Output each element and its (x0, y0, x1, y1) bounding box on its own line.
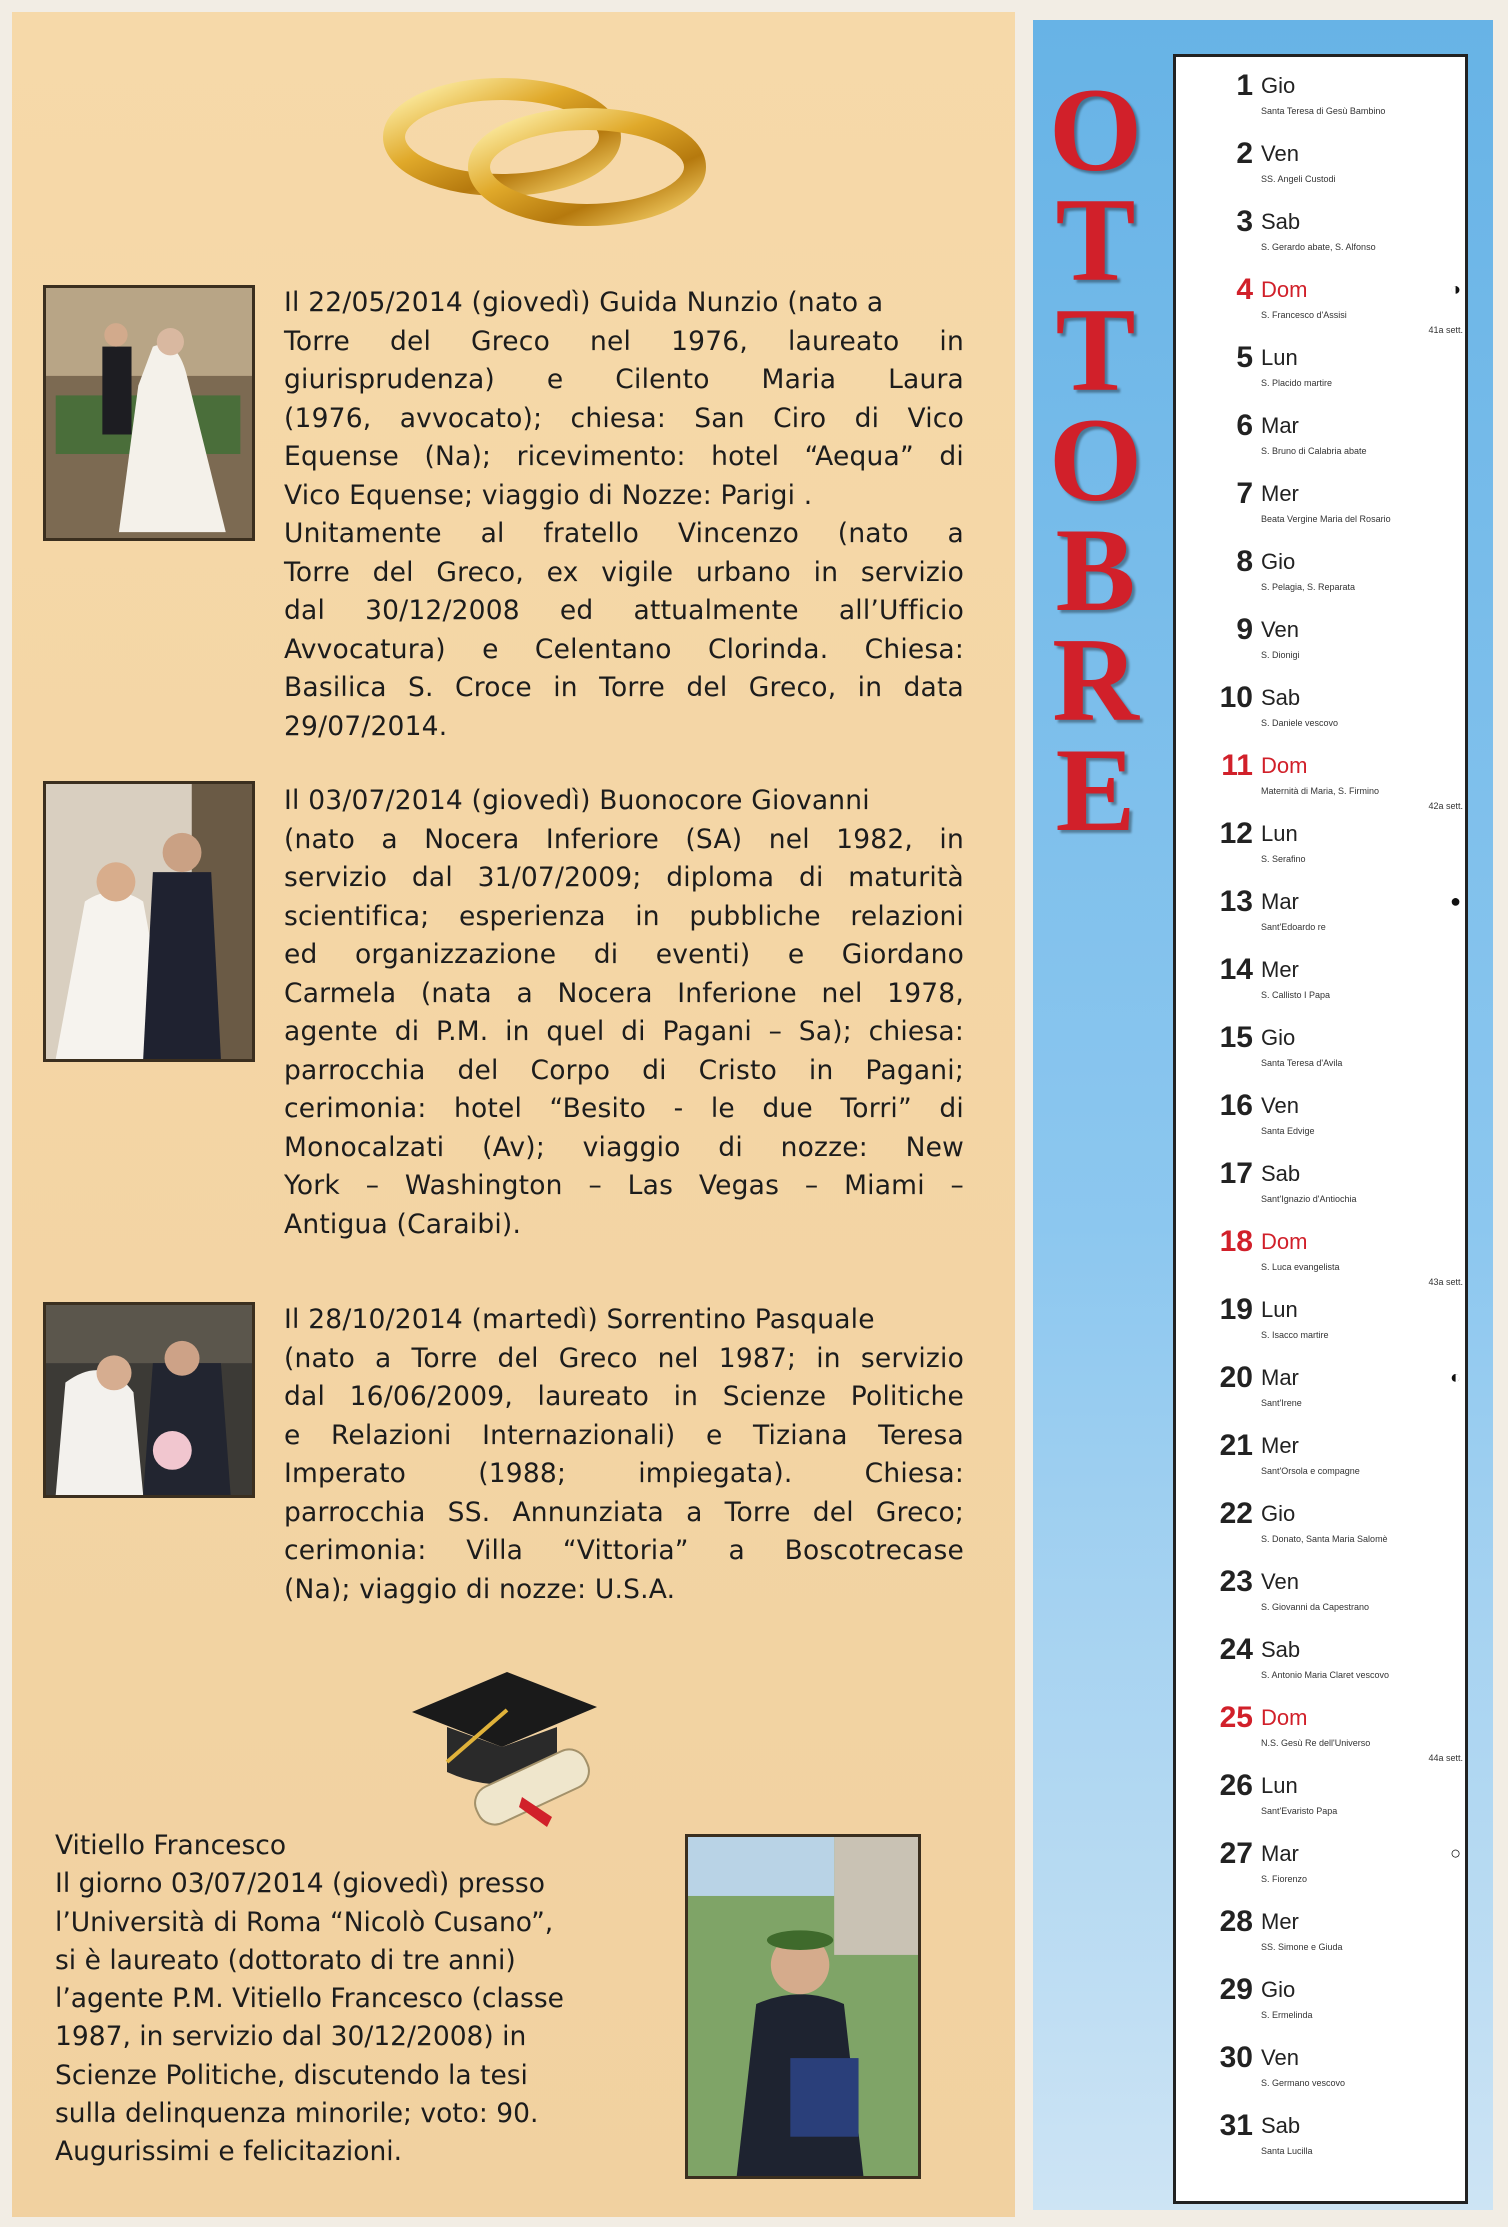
weekday: Dom (1261, 1705, 1308, 1730)
weekday: Mar (1261, 1365, 1299, 1390)
saint-name: Sant'Ignazio d'Antiochia (1261, 1194, 1357, 1204)
calendar-day (1176, 1829, 1465, 1897)
weekday: Mar (1261, 889, 1299, 914)
weekday: Gio (1261, 73, 1296, 98)
graduation-line: l’Università di Roma “Nicolò Cusano”, (55, 1906, 554, 1938)
article-line: Torre del Greco, ex vigile urbano in servizio (284, 556, 964, 588)
wedding-photo-2 (43, 781, 255, 1062)
saint-name: Sant'Edoardo re (1261, 922, 1326, 932)
saint-name: S. Germano vescovo (1261, 2078, 1346, 2088)
wedding-photo-3 (43, 1302, 255, 1498)
article-line: Carmela (nata a Nocera Inferione nel 1978, (284, 977, 964, 1009)
article-line: servizio dal 31/07/2009; diploma di maturità (284, 862, 964, 893)
day-number: 25 (1219, 1701, 1253, 1734)
weekday: Mer (1261, 957, 1299, 982)
day-number: 23 (1219, 1565, 1253, 1598)
article-line: (1976, avvocato); chiesa: San Ciro di Vico (284, 402, 964, 434)
wedding-rings-icon (382, 62, 712, 232)
calendar-day (1176, 809, 1465, 877)
article-line: Avvocatura) e Celentano Clorinda. Chiesa: (284, 633, 964, 665)
article-line: Basilica S. Croce in Torre del Greco, in data (284, 672, 964, 703)
article-line: Il 22/05/2014 (giovedì) Guida Nunzio (nato a (284, 287, 884, 318)
weekday: Lun (1261, 1297, 1298, 1322)
saint-name: Santa Edvige (1261, 1126, 1315, 1136)
article-line: giurisprudenza) e Cilento Maria Laura (284, 364, 964, 395)
calendar-day (1176, 1625, 1465, 1693)
calendar-days (1173, 54, 1468, 2204)
day-number: 24 (1219, 1633, 1253, 1666)
month-letter: O (1048, 63, 1143, 196)
weekday: Lun (1261, 821, 1298, 846)
day-number: 3 (1236, 205, 1253, 238)
saint-name: S. Francesco d'Assisi (1261, 310, 1347, 320)
article-line: agente di P.M. in quel di Pagani – Sa); chiesa: (284, 1016, 964, 1047)
weekday: Sab (1261, 1161, 1301, 1186)
wedding-article-2 (284, 782, 964, 1244)
weekday: Mar (1261, 1841, 1299, 1866)
weekday: Sab (1261, 1637, 1301, 1662)
day-number: 5 (1236, 341, 1253, 374)
graduation-line: sulla delinquenza minorile; voto: 90. (55, 2098, 539, 2130)
day-number: 20 (1219, 1361, 1253, 1394)
weekday: Ven (1261, 1093, 1299, 1118)
article-line: (nato a Torre del Greco nel 1987; in servizio (284, 1342, 964, 1374)
day-number: 13 (1219, 885, 1253, 918)
article-line: scientifica; esperienza in pubbliche relazioni (284, 900, 964, 932)
calendar-day (1176, 61, 1465, 129)
calendar-day (1176, 401, 1465, 469)
month-title (1033, 63, 1158, 856)
calendar-day (1176, 1217, 1465, 1285)
week-number: 41a sett. (1428, 325, 1463, 335)
day-number: 21 (1219, 1429, 1253, 1462)
month-letter: B (1055, 503, 1136, 636)
month-letter: R (1052, 613, 1139, 746)
day-number: 26 (1219, 1769, 1253, 1802)
calendar-day (1176, 1489, 1465, 1557)
saint-name: S. Ermelinda (1261, 2010, 1313, 2020)
weekday: Lun (1261, 1773, 1298, 1798)
calendar-day (1176, 945, 1465, 1013)
weekday: Dom (1261, 753, 1308, 778)
day-number: 1 (1236, 69, 1253, 102)
moon-phase-icon: ◐ (1450, 1367, 1461, 1387)
calendar-panel (1033, 20, 1493, 2210)
saint-name: S. Pelagia, S. Reparata (1261, 582, 1356, 592)
moon-phase-icon: ○ (1450, 1843, 1461, 1863)
weekday: Mer (1261, 1909, 1299, 1934)
weekday: Gio (1261, 549, 1296, 574)
day-number: 4 (1236, 273, 1253, 306)
day-number: 7 (1236, 477, 1253, 510)
day-number: 28 (1219, 1905, 1253, 1938)
month-letter: O (1048, 393, 1143, 526)
moon-phase-icon: ◑ (1450, 279, 1461, 299)
weekday: Sab (1261, 209, 1301, 234)
article-line: Antigua (Caraibi). (284, 1208, 522, 1240)
calendar-day (1176, 1285, 1465, 1353)
calendar-day (1176, 1557, 1465, 1625)
article-line: parrocchia SS. Annunziata a Torre del Greco; (284, 1496, 964, 1528)
week-number: 44a sett. (1428, 1753, 1463, 1763)
article-line: 29/07/2014. (284, 710, 448, 742)
saint-name: S. Dionigi (1261, 650, 1300, 660)
calendar-day (1176, 1421, 1465, 1489)
saint-name: S. Placido martire (1261, 378, 1333, 388)
article-line: Equense (Na); ricevimento: hotel “Aequa” di (284, 441, 964, 472)
article-line: cerimonia: Villa “Vittoria” a Boscotrecase (284, 1535, 964, 1566)
calendar-day (1176, 1353, 1465, 1421)
article-line: Imperato (1988; impiegata). Chiesa: (284, 1458, 964, 1489)
weekday: Gio (1261, 1025, 1296, 1050)
calendar-day (1176, 1013, 1465, 1081)
saint-name: S. Antonio Maria Claret vescovo (1261, 1670, 1390, 1680)
calendar-day (1176, 673, 1465, 741)
graduation-cap-icon (402, 1652, 602, 1832)
day-number: 31 (1219, 2109, 1253, 2142)
day-number: 15 (1219, 1021, 1253, 1054)
weekday: Sab (1261, 2113, 1301, 2138)
saint-name: Sant'Orsola e compagne (1261, 1466, 1360, 1476)
saint-name: Santa Teresa d'Avila (1261, 1058, 1343, 1068)
weekday: Mer (1261, 481, 1299, 506)
day-number: 17 (1219, 1157, 1253, 1190)
day-number: 8 (1236, 545, 1253, 578)
day-number: 12 (1219, 817, 1253, 850)
article-line: York – Washington – Las Vegas – Miami – (284, 1170, 964, 1201)
day-number: 30 (1219, 2041, 1253, 2074)
article-line: parrocchia del Corpo di Cristo in Pagani; (284, 1054, 964, 1086)
weekday: Mer (1261, 1433, 1299, 1458)
saint-name: Maternità di Maria, S. Firmino (1261, 786, 1380, 796)
wedding-photo-1 (43, 285, 255, 541)
graduate-photo (685, 1834, 921, 2179)
calendar-day (1176, 1693, 1465, 1761)
day-number: 11 (1221, 749, 1253, 782)
calendar-day (1176, 877, 1465, 945)
saint-name: Beata Vergine Maria del Rosario (1261, 514, 1391, 524)
article-line: dal 30/12/2008 ed attualmente all’Ufficio (284, 595, 964, 626)
calendar-day (1176, 1761, 1465, 1829)
article-line: e Relazioni Internazionali) e Tiziana Teresa (284, 1419, 964, 1451)
graduation-line: si è laureato (dottorato di tre anni) (55, 1944, 516, 1976)
graduation-line: l’agente P.M. Vitiello Francesco (classe (55, 1983, 564, 2015)
week-number: 42a sett. (1428, 801, 1463, 811)
graduation-line: 1987, in servizio dal 30/12/2008) in (55, 2021, 527, 2053)
calendar-day (1176, 1897, 1465, 1965)
month-letter: T (1055, 283, 1136, 416)
graduation-line: Augurissimi e felicitazioni. (55, 2136, 403, 2168)
day-number: 22 (1219, 1497, 1253, 1530)
weekday: Dom (1261, 1229, 1308, 1254)
day-number: 27 (1219, 1837, 1253, 1870)
calendar-day (1176, 741, 1465, 809)
article-line: (Na); viaggio di nozze: U.S.A. (284, 1573, 676, 1605)
calendar-day (1176, 537, 1465, 605)
saint-name: S. Isacco martire (1261, 1330, 1329, 1340)
day-number: 6 (1236, 409, 1253, 442)
graduation-line: Scienze Politiche, discutendo la tesi (55, 2059, 528, 2091)
weekday: Lun (1261, 345, 1298, 370)
wedding-article-3 (284, 1301, 964, 1609)
calendar-day (1176, 197, 1465, 265)
weekday: Ven (1261, 1569, 1299, 1594)
calendar-day (1176, 469, 1465, 537)
saint-name: S. Luca evangelista (1261, 1262, 1340, 1272)
day-number: 19 (1219, 1293, 1253, 1326)
graduation-line: Il giorno 03/07/2014 (giovedì) presso (55, 1868, 545, 1900)
calendar-day (1176, 129, 1465, 197)
saint-name: S. Gerardo abate, S. Alfonso (1261, 242, 1376, 252)
saint-name: SS. Simone e Giuda (1261, 1942, 1343, 1952)
article-line: Torre del Greco nel 1976, laureato in (284, 325, 964, 357)
weekday: Ven (1261, 617, 1299, 642)
calendar-day (1176, 2101, 1465, 2169)
day-number: 9 (1236, 613, 1253, 646)
day-number: 10 (1219, 681, 1253, 714)
day-number: 16 (1219, 1089, 1253, 1122)
calendar-day (1176, 333, 1465, 401)
saint-name: S. Callisto I Papa (1261, 990, 1331, 1000)
article-line: cerimonia: hotel “Besito - le due Torri” di (284, 1093, 964, 1124)
weekday: Dom (1261, 277, 1308, 302)
saint-name: S. Bruno di Calabria abate (1261, 446, 1367, 456)
calendar-day (1176, 2033, 1465, 2101)
calendar-day (1176, 1149, 1465, 1217)
article-line: dal 16/06/2009, laureato in Scienze Politiche (284, 1381, 964, 1412)
saint-name: S. Serafino (1261, 854, 1306, 864)
saint-name: N.S. Gesù Re dell'Universo (1261, 1738, 1371, 1748)
article-line: ed organizzazione di eventi) e Giordano (284, 939, 964, 970)
article-line: Il 03/07/2014 (giovedì) Buonocore Giovanni (284, 785, 870, 816)
day-number: 29 (1219, 1973, 1253, 2006)
saint-name: Santa Lucilla (1261, 2146, 1313, 2156)
saint-name: S. Fiorenzo (1261, 1874, 1308, 1884)
article-line: Il 28/10/2014 (martedì) Sorrentino Pasquale (284, 1304, 875, 1335)
day-number: 18 (1219, 1225, 1253, 1258)
saint-name: Sant'Irene (1261, 1398, 1302, 1408)
day-number: 2 (1236, 137, 1253, 170)
article-line: Monocalzati (Av); viaggio di nozze: New (284, 1131, 964, 1163)
weekday: Mar (1261, 413, 1299, 438)
calendar-day (1176, 1965, 1465, 2033)
saint-name: S. Giovanni da Capestrano (1261, 1602, 1370, 1612)
weekday: Ven (1261, 2045, 1299, 2070)
week-number: 43a sett. (1428, 1277, 1463, 1287)
saint-name: SS. Angeli Custodi (1261, 174, 1336, 184)
calendar-day (1176, 265, 1465, 333)
weekday: Ven (1261, 141, 1299, 166)
day-number: 14 (1219, 953, 1253, 986)
saint-name: Sant'Evaristo Papa (1261, 1806, 1338, 1816)
news-panel (12, 12, 1015, 2217)
graduation-notice (55, 1827, 675, 2172)
weekday: Gio (1261, 1501, 1296, 1526)
moon-phase-icon: ● (1450, 891, 1461, 911)
article-line: Unitamente al fratello Vincenzo (nato a (284, 518, 964, 549)
weekday: Sab (1261, 685, 1301, 710)
calendar-day (1176, 605, 1465, 673)
article-line: (nato a Nocera Inferiore (SA) nel 1982, in (284, 823, 964, 855)
saint-name: Santa Teresa di Gesù Bambino (1261, 106, 1386, 116)
weekday: Gio (1261, 1977, 1296, 2002)
graduation-line: Vitiello Francesco (55, 1830, 287, 1861)
calendar-day (1176, 1081, 1465, 1149)
saint-name: S. Donato, Santa Maria Salomè (1261, 1534, 1388, 1544)
month-letter: E (1055, 723, 1136, 856)
month-letter: T (1055, 173, 1136, 306)
article-line: Vico Equense; viaggio di Nozze: Parigi . (284, 479, 813, 511)
saint-name: S. Daniele vescovo (1261, 718, 1339, 728)
wedding-article-1 (284, 284, 964, 746)
